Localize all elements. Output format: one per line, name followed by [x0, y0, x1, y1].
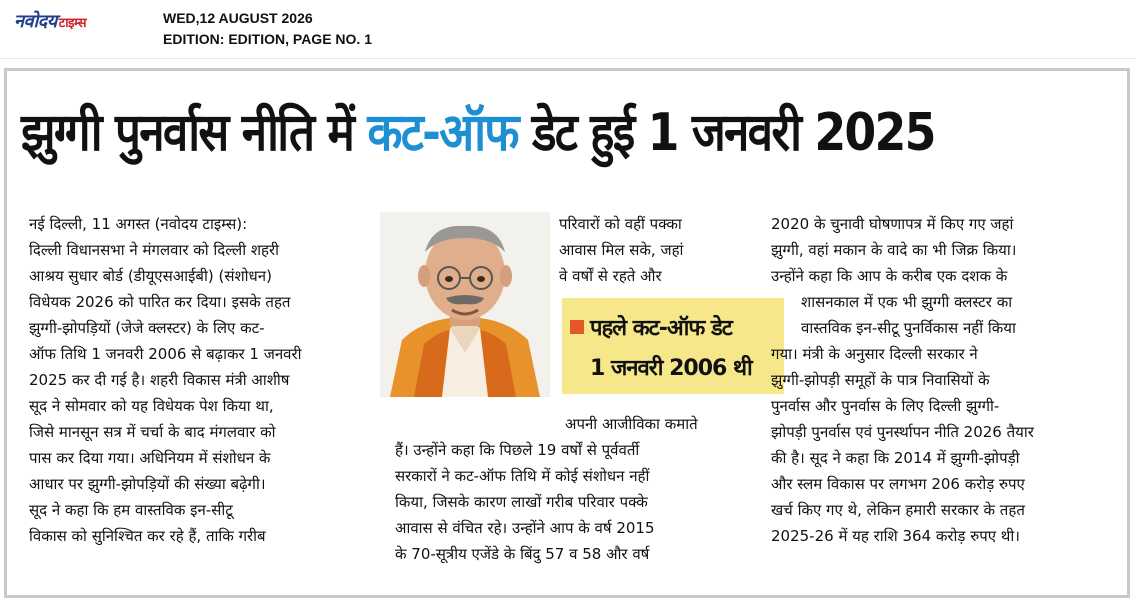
column-line: झुग्गी, वहां मकान के वादे का भी जिक्र किया।: [771, 241, 1017, 259]
headline-part-1: झुग्गी पुनर्वास नीति में: [21, 103, 368, 163]
article-column-3: [771, 211, 1121, 549]
newspaper-logo[interactable]: [14, 9, 86, 33]
column-line: आवास से वंचित रहे। उन्होंने आप के वर्ष 2015: [395, 519, 655, 537]
column-line: गया। मंत्री के अनुसार दिल्ली सरकार ने: [771, 345, 978, 363]
pull-quote-text-1: पहले कट-ऑफ डेट: [590, 316, 732, 341]
article-column-2-top: [559, 211, 749, 289]
column-line: 2020 के चुनावी घोषणापत्र में किए गए जहां: [771, 215, 1014, 233]
edition-line: EDITION: EDITION, PAGE NO. 1: [163, 31, 372, 47]
column-line: झोपड़ी पुनर्वास एवं पुनर्स्थापन नीति 2026 तैयार: [771, 423, 1034, 441]
column-line: विकास को सुनिश्चित कर रहे हैं, ताकि गरीब: [29, 527, 266, 545]
masthead-bar: [0, 0, 1136, 59]
logo-sub-text: टाइम्स: [58, 16, 86, 31]
pull-quote-line-2: 1 जनवरी 2006 थी: [590, 356, 752, 381]
column-line: किया, जिसके कारण लाखों गरीब परिवार पक्के: [395, 493, 648, 511]
edition-info: [163, 8, 372, 50]
headline-part-2: डेट हुई 1 जनवरी 2025: [517, 103, 935, 163]
column-line: ऑफ तिथि 1 जनवरी 2006 से बढ़ाकर 1 जनवरी: [29, 345, 302, 363]
column-line: 2025 कर दी गई है। शहरी विकास मंत्री आशीष: [29, 371, 290, 389]
column-line: के 70-सूत्रीय एजेंडे के बिंदु 57 व 58 और वर्ष: [395, 545, 650, 563]
column-line: पुनर्वास और पुनर्वास के लिए दिल्ली झुग्गी-: [771, 397, 1000, 415]
column-line: शासनकाल में एक भी झुग्गी क्लस्टर का: [801, 293, 1013, 311]
pull-quote-line-1: [570, 312, 732, 342]
column-line: की है। सूद ने कहा कि 2014 में झुग्गी-झोपड़ी: [771, 449, 1020, 467]
column-line: वे वर्षों से रहते और: [559, 267, 662, 285]
column-line: 2025-26 में यह राशि 364 करोड़ रुपए थी।: [771, 527, 1020, 545]
column-line: हैं। उन्होंने कहा कि पिछले 19 वर्षों से पूर्ववर्ती: [395, 441, 640, 459]
column-line: दिल्ली विधानसभा ने मंगलवार को दिल्ली शहरी: [29, 241, 280, 259]
date-line: WED,12 AUGUST 2026: [163, 10, 313, 26]
article-column-2-bottom: [395, 411, 755, 567]
column-line: पास कर दिया गया। अधिनियम में संशोधन के: [29, 449, 271, 467]
headline-highlight: कट-ऑफ: [367, 103, 518, 163]
column-line: आवास मिल सके, जहां: [559, 241, 684, 259]
column-line: परिवारों को वहीं पक्का: [559, 215, 682, 233]
portrait-illustration: [380, 212, 550, 397]
pull-quote-box: [562, 298, 784, 394]
column-line: आधार पर झुग्गी-झोपड़ियों की संख्या बढ़ेगी।: [29, 475, 266, 493]
article-headline: [21, 101, 989, 165]
column-line: वास्तविक इन-सीटू पुनर्विकास नहीं किया: [801, 319, 1016, 337]
column-line: जिसे मानसून सत्र में चर्चा के बाद मंगलवार को: [29, 423, 276, 441]
column-line: नई दिल्ली, 11 अगस्त (नवोदय टाइम्स):: [29, 215, 248, 233]
column-line: उन्होंने कहा कि आप के करीब एक दशक के: [771, 267, 1008, 285]
column-line: अपनी आजीविका कमाते: [565, 415, 698, 433]
column-line: विधेयक 2026 को पारित कर दिया। इसके तहत: [29, 293, 291, 311]
column-line: झुग्गी-झोपड़ियों (जेजे क्लस्टर) के लिए कट-: [29, 319, 265, 337]
minister-photo: [380, 212, 550, 397]
article-clipping: [4, 68, 1130, 598]
logo-main-text: नवोदय: [14, 11, 57, 32]
column-line: खर्च किए गए थे, लेकिन हमारी सरकार के तहत: [771, 501, 1025, 519]
column-line: सरकारों ने कट-ऑफ तिथि में कोई संशोधन नहीं: [395, 467, 650, 485]
column-line: सूद ने सोमवार को यह विधेयक पेश किया था,: [29, 397, 274, 415]
column-line: सूद ने कहा कि हम वास्तविक इन-सीटू: [29, 501, 233, 519]
column-line: झुग्गी-झोपड़ी समूहों के पात्र निवासियों के: [771, 371, 990, 389]
column-line: आश्रय सुधार बोर्ड (डीयूएसआईबी) (संशोधन): [29, 267, 272, 285]
column-line: और स्लम विकास पर लगभग 206 करोड़ रुपए: [771, 475, 1025, 493]
square-bullet-icon: [570, 320, 584, 334]
article-column-1: [29, 211, 379, 549]
